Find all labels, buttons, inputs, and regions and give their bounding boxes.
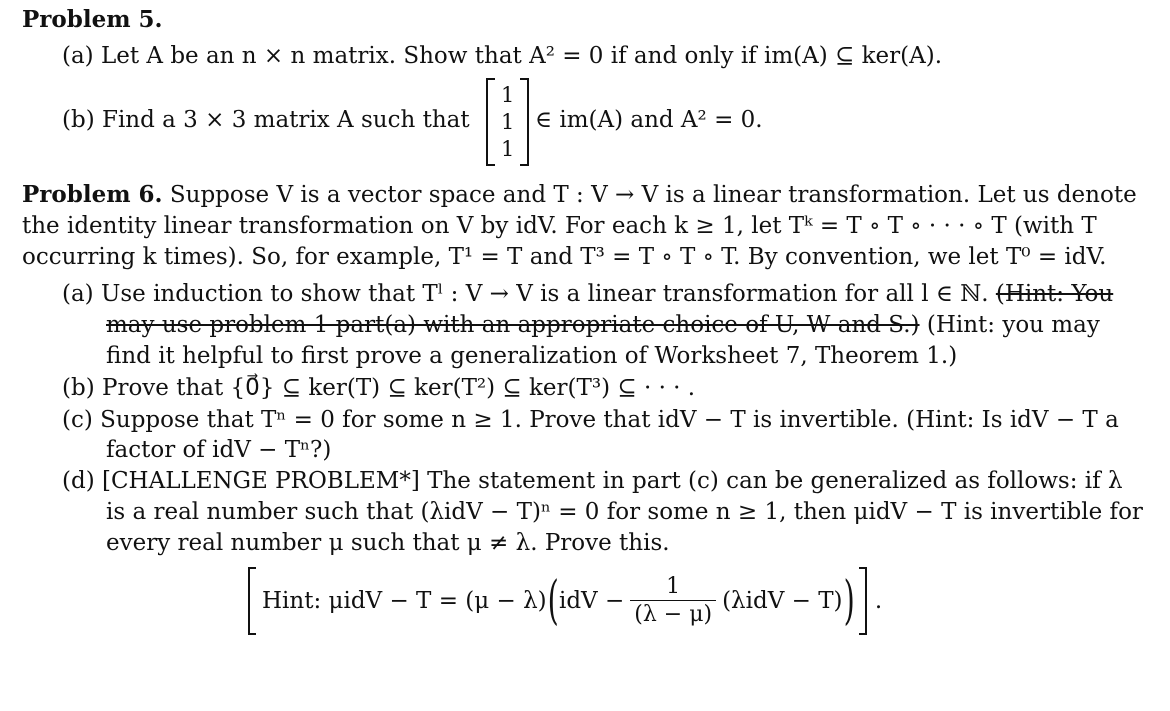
problem5-part-a: (a) Let A be an n × n matrix. Show that A² = 0 if and only if im(A) ⊆ ker(A). <box>62 43 943 69</box>
part-a-text: (a) Use induction to show that Tˡ : V → V is a linear transformation for all l ∈ ℕ. <box>62 281 989 307</box>
hint-tail: (λidV − T) <box>722 588 843 614</box>
right-bracket <box>859 567 867 635</box>
problem6-part-b: (b) Prove that {0⃗} ⊆ ker(T) ⊆ ker(T²) ⊆ ker(T³) ⊆ · · · . <box>62 375 696 401</box>
vector-entry: 1 <box>501 136 515 161</box>
struck-hint: (Hint: You <box>995 281 1114 307</box>
part-a-hint: (Hint: you may <box>926 312 1100 338</box>
vector-entry: 1 <box>501 109 515 134</box>
column-vector <box>486 78 529 166</box>
problem6-part-a-line3: find it helpful to first prove a generalization of Worksheet 7, Theorem 1.) <box>106 343 958 369</box>
left-bracket <box>248 567 256 635</box>
problem5-heading: Problem 5. <box>22 6 163 33</box>
right-paren: ) <box>843 571 855 631</box>
problem6-intro-2: the identity linear transformation on V by idV. For each k ≥ 1, let Tᵏ = T ∘ T ∘ · · · ∘ T (with T <box>22 213 1097 239</box>
problem6-part-a-line2 <box>106 311 1100 339</box>
hint-id: idV − <box>558 588 625 614</box>
left-bracket <box>486 78 495 166</box>
problem6-heading: Problem 6. <box>22 181 163 208</box>
problem6-part-d-line2: is a real number such that (λidV − T)ⁿ = 0 for some n ≥ 1, then μidV − T is invertible for <box>106 499 1143 525</box>
problem6-intro-3: occurring k times). So, for example, T¹ = T and T³ = T ∘ T ∘ T. By convention, we let T⁰ = idV. <box>22 244 1107 270</box>
problem5-part-b-text: (b) Find a 3 × 3 matrix A such that <box>62 107 470 133</box>
problem6-part-c-line1: (c) Suppose that Tⁿ = 0 for some n ≥ 1. Prove that idV − T is invertible. (Hint: Is idV − T a <box>62 407 1119 433</box>
fraction-numerator: 1 <box>666 573 681 599</box>
left-paren: ( <box>547 571 559 631</box>
problem6-line1 <box>22 181 1137 209</box>
hint-period: . <box>874 588 883 614</box>
vector-entry: 1 <box>501 82 515 107</box>
hint-left: Hint: μidV − T = (μ − λ) <box>262 588 547 614</box>
problem5-part-b-tail: ∈ im(A) and A² = 0. <box>535 107 763 133</box>
problem6-part-d-line3: every real number μ such that μ ≠ λ. Prove this. <box>106 530 670 556</box>
problem6-part-c-line2: factor of idV − Tⁿ?) <box>106 437 332 463</box>
problem6-intro-1: Suppose V is a vector space and T : V → V is a linear transformation. Let us denote <box>169 182 1137 208</box>
fraction <box>630 574 716 629</box>
hint-formula <box>248 567 882 635</box>
right-bracket <box>520 78 529 166</box>
struck-hint: may use problem 1 part(a) with an appropriate choice of U, W and S.) <box>106 312 920 338</box>
problem6-part-a-line1 <box>62 280 1113 308</box>
problem6-part-d-line1: (d) [CHALLENGE PROBLEM*] The statement in part (c) can be generalized as follows: if λ <box>62 468 1123 494</box>
fraction-denominator: (λ − μ) <box>630 600 716 629</box>
